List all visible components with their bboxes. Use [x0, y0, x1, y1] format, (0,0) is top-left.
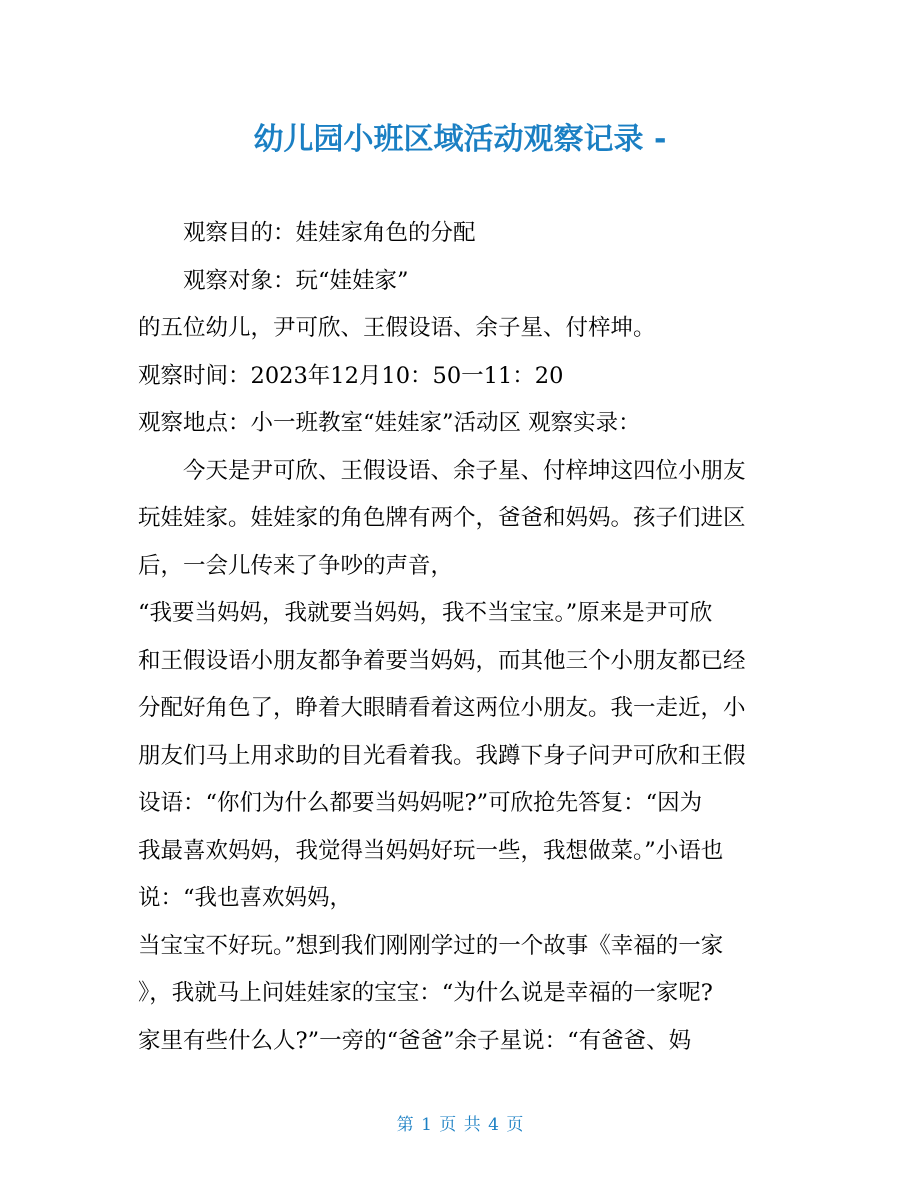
paragraph-line: 玩娃娃家。娃娃家的角色牌有两个，爸爸和妈妈。孩子们进区 — [138, 505, 746, 531]
paragraph-line: 的五位幼儿，尹可欣、王假设语、余子星、付梓坤。 — [138, 315, 656, 341]
document-title: 幼儿园小班区域活动观察记录 - — [253, 122, 667, 157]
paragraph-line: 今天是尹可欣、王假设语、余子星、付梓坤这四位小朋友 — [183, 457, 746, 484]
paragraph-line: 朋友们马上用求助的目光看着我。我蹲下身子问尹可欣和王假 — [138, 742, 746, 769]
page-number-footer: 第 1 页 共 4 页 — [396, 1115, 524, 1135]
paragraph-line: 和王假设语小朋友都争着要当妈妈，而其他三个小朋友都已经 — [138, 647, 746, 674]
paragraph-line: 》，我就马上问娃娃家的宝宝：“为什么说是幸福的一家呢? — [138, 980, 713, 1006]
paragraph-line: 当宝宝不好玩。”想到我们刚刚学过的一个故事《幸福的一家 — [138, 932, 724, 959]
paragraph-line: 家里有些什么人?”一旁的“爸爸”余子星说：“有爸爸、妈 — [138, 1027, 692, 1054]
paragraph-line: 观察地点：小一班教室“娃娃家”活动区 观察实录： — [138, 410, 641, 436]
paragraph-line: 说：“我也喜欢妈妈， — [138, 885, 353, 911]
paragraph-line: “我要当妈妈，我就要当妈妈，我不当宝宝。”原来是尹可欣 — [138, 600, 713, 626]
paragraph-line: 观察对象：玩“娃娃家” — [183, 267, 409, 294]
document-body — [138, 210, 788, 1065]
paragraph-line: 后，一会儿传来了争吵的声音， — [138, 552, 454, 579]
paragraph-line: 观察目的：娃娃家角色的分配 — [183, 220, 476, 246]
paragraph-line: 我最喜欢妈妈，我觉得当妈妈好玩一些，我想做菜。”小语也 — [138, 837, 724, 864]
paragraph-line: 分配好角色了，睁着大眼睛看着这两位小朋友。我一走近，小 — [138, 695, 746, 721]
paragraph-line: 观察时间：2023年12月10：50一11：20 — [138, 362, 564, 389]
paragraph-line: 设语：“你们为什么都要当妈妈呢?”可欣抢先答复：“因为 — [138, 790, 703, 816]
